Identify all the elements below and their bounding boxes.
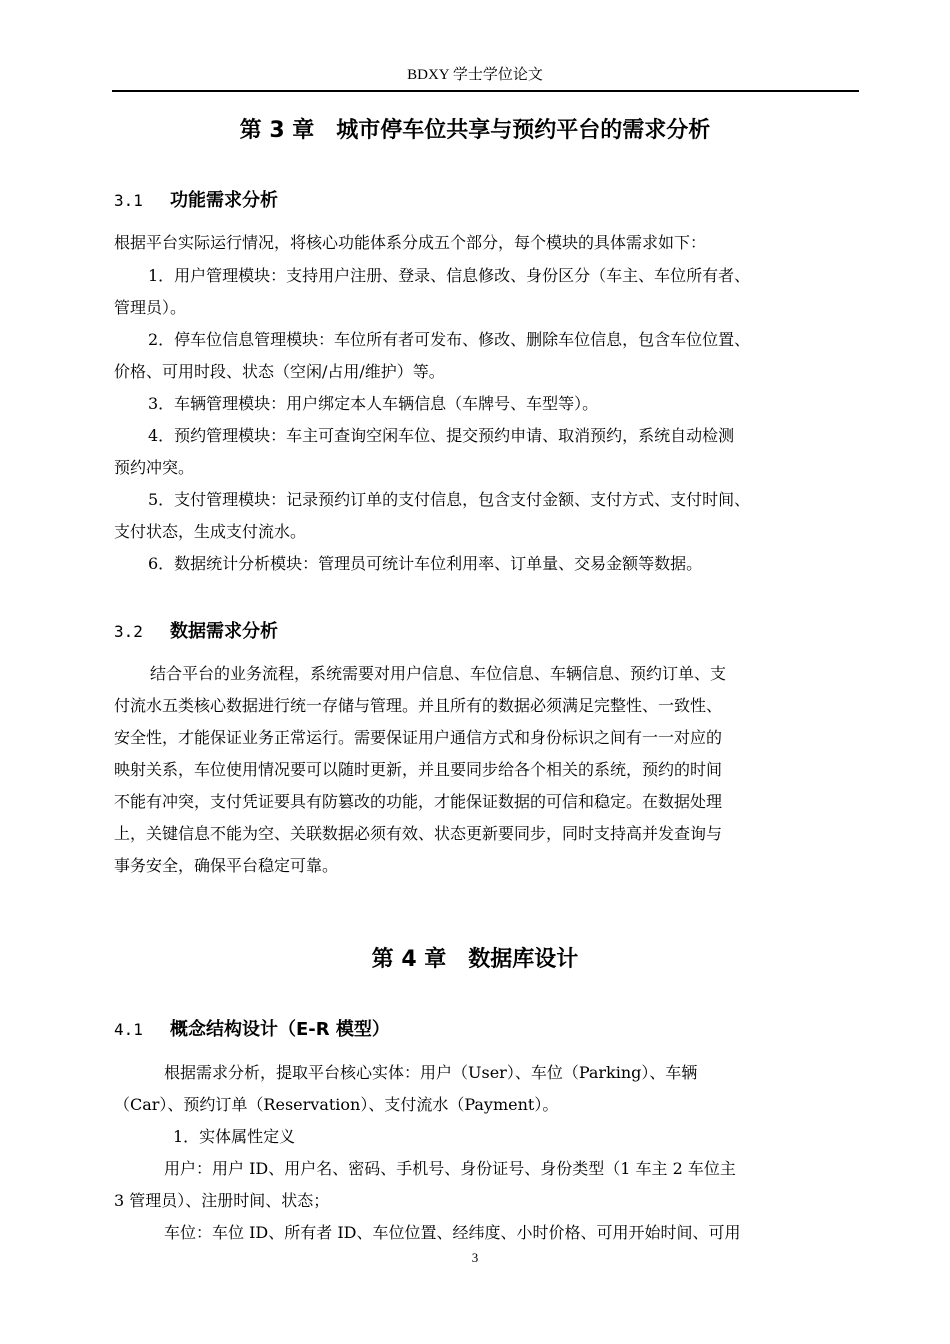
list-item-line: 4．预约管理模块：车主可查询空闲车位、提交预约申请、取消预约，系统自动检测 xyxy=(148,426,735,445)
subheading-line: 1．实体属性定义 xyxy=(173,1127,296,1146)
section-3-1-heading xyxy=(114,188,278,214)
section-4-1-heading xyxy=(114,1017,390,1043)
section-number: 4.1 xyxy=(114,1020,143,1039)
section-title: 概念结构设计（E-R 模型） xyxy=(170,1019,390,1040)
list-item-line: 5．支付管理模块：记录预约订单的支付信息，包含支付金额、支付方式、支付时间、 xyxy=(148,490,751,509)
list-item-line: 预约冲突。 xyxy=(114,458,195,477)
paragraph-line: 映射关系，车位使用情况要可以随时更新，并且要同步给各个相关的系统，预约的时间 xyxy=(114,760,723,779)
chapter-3-title: 第 3 章 城市停车位共享与预约平台的需求分析 xyxy=(239,118,711,143)
paragraph-line: 付流水五类核心数据进行统一存储与管理。并且所有的数据必须满足完整性、一致性、 xyxy=(114,696,723,715)
paragraph-line: 根据需求分析，提取平台核心实体：用户（User）、车位（Parking）、车辆 xyxy=(164,1063,698,1082)
section-number: 3.2 xyxy=(114,622,143,641)
page-number: 3 xyxy=(471,1250,479,1265)
paragraph-line: （Car）、预约订单（Reservation）、支付流水（Payment）。 xyxy=(114,1095,559,1114)
list-item-line: 3．车辆管理模块：用户绑定本人车辆信息（车牌号、车型等）。 xyxy=(148,394,599,413)
list-item-line: 2．停车位信息管理模块：车位所有者可发布、修改、删除车位信息，包含车位位置、 xyxy=(148,330,751,349)
paragraph-line: 事务安全，确保平台稳定可靠。 xyxy=(114,856,339,875)
section-title: 功能需求分析 xyxy=(170,190,278,211)
section-3-2-heading xyxy=(114,619,278,645)
paragraph-line: 3 管理员）、注册时间、状态； xyxy=(114,1191,330,1210)
list-item-line: 价格、可用时段、状态（空闲/占用/维护）等。 xyxy=(114,362,445,381)
section-number: 3.1 xyxy=(114,191,143,210)
paragraph-line: 用户：用户 ID、用户名、密码、手机号、身份证号、身份类型（1 车主 2 车位主 xyxy=(164,1159,736,1178)
paragraph-line: 安全性，才能保证业务正常运行。需要保证用户通信方式和身份标识之间有一一对应的 xyxy=(114,728,723,747)
paragraph-line: 结合平台的业务流程，系统需要对用户信息、车位信息、车辆信息、预约订单、支 xyxy=(150,664,727,683)
list-item-line: 管理员）。 xyxy=(114,298,187,317)
paragraph-line: 车位：车位 ID、所有者 ID、车位位置、经纬度、小时价格、可用开始时间、可用 xyxy=(164,1223,741,1242)
running-header: BDXY 学士学位论文 xyxy=(407,67,543,83)
paragraph-line: 不能有冲突，支付凭证要具有防篡改的功能，才能保证数据的可信和稳定。在数据处理 xyxy=(114,792,723,811)
chapter-4-title: 第 4 章 数据库设计 xyxy=(371,947,579,972)
list-item-line: 支付状态，生成支付流水。 xyxy=(114,522,307,541)
header-rule xyxy=(112,90,859,92)
list-item-line: 6．数据统计分析模块：管理员可统计车位利用率、订单量、交易金额等数据。 xyxy=(148,554,703,573)
paragraph-line: 上，关键信息不能为空、关联数据必须有效、状态更新要同步，同时支持高并发查询与 xyxy=(114,824,723,843)
section-title: 数据需求分析 xyxy=(170,621,278,642)
list-item-line: 1．用户管理模块：支持用户注册、登录、信息修改、身份区分（车主、车位所有者、 xyxy=(148,266,751,285)
paragraph-line: 根据平台实际运行情况，将核心功能体系分成五个部分，每个模块的具体需求如下： xyxy=(114,233,707,252)
